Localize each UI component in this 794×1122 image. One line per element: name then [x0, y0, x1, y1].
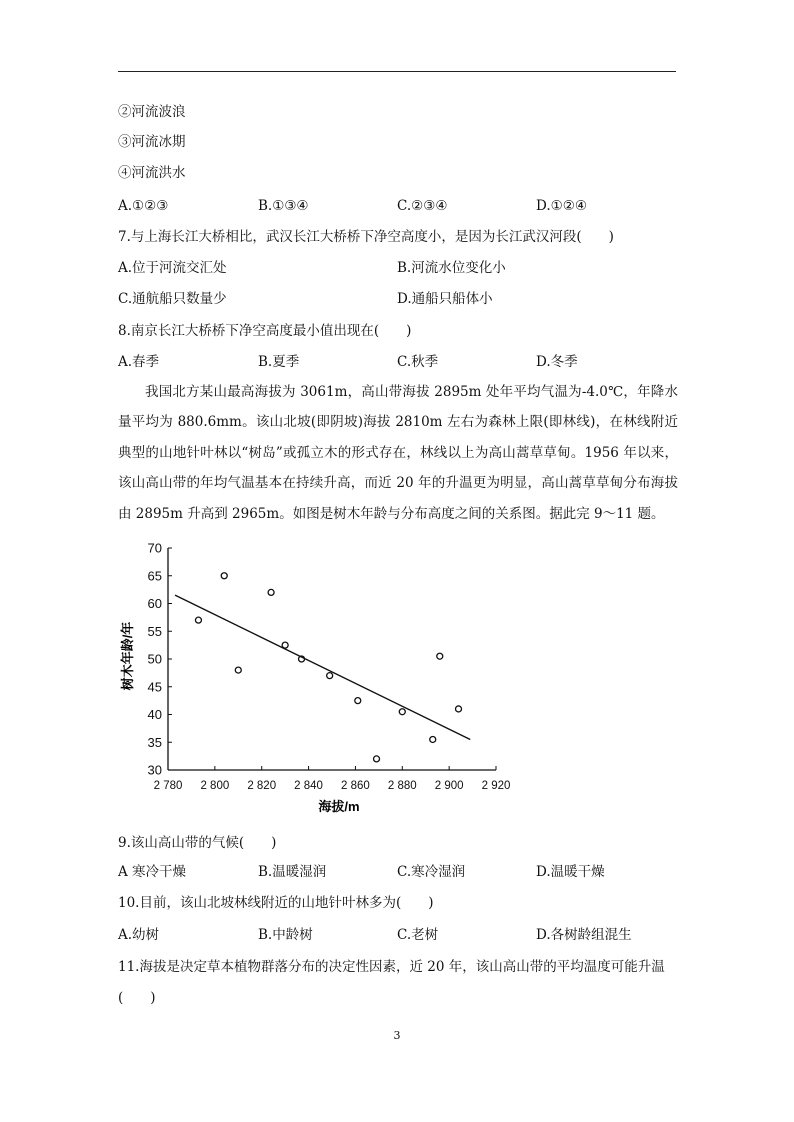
- y-tick-label: 50: [147, 651, 162, 667]
- option-line-4: ④河流洪水: [118, 165, 186, 181]
- q8-choice-d: D.冬季: [536, 354, 578, 370]
- q9-choice-a: A 寒冷干燥: [118, 864, 187, 880]
- y-tick-label: 55: [147, 623, 162, 639]
- scatter-point: [374, 756, 380, 762]
- q10-stem: 10.目前，该山北坡林线附近的山地针叶林多为( ): [118, 895, 434, 911]
- x-tick-label: 2 800: [200, 780, 230, 792]
- scatter-points: [195, 573, 461, 762]
- age-elevation-scatter-chart: [110, 538, 520, 820]
- q8-stem: 8.南京长江大桥桥下净空高度最小值出现在( ): [118, 323, 412, 339]
- q9-choice-d: D.温暖干燥: [536, 864, 605, 880]
- x-axis-label: 海拔/m: [318, 799, 360, 814]
- trendline-group: [175, 595, 470, 739]
- y-tick-label: 40: [147, 707, 162, 722]
- page-number: 3: [393, 1029, 401, 1042]
- x-tick-label: 2 920: [481, 780, 511, 792]
- q8-choice-b: B.夏季: [258, 354, 300, 370]
- q10-choice-a: A.幼树: [118, 927, 160, 943]
- x-tick-label: 2 820: [247, 780, 277, 792]
- q7-choice-b: B.河流水位变化小: [397, 260, 506, 276]
- q10-choice-c: C.老树: [397, 927, 439, 943]
- x-tick-label: 2 860: [341, 780, 370, 792]
- x-tick-label: 2 780: [153, 780, 183, 792]
- scatter-point: [355, 698, 361, 704]
- q7-stem: 7.与上海长江大桥相比，武汉长江大桥桥下净空高度小，是因为长江武汉河段( ): [118, 229, 614, 245]
- q10-choice-d: D.各树龄组混生: [536, 927, 632, 943]
- q9-choice-c: C.寒冷湿润: [397, 864, 466, 880]
- q9-stem: 9.该山高山带的气候( ): [118, 835, 277, 851]
- q7-choice-a: A.位于河流交汇处: [118, 260, 227, 276]
- y-tick-label: 30: [147, 762, 162, 778]
- q9-choice-b: B.温暖湿润: [258, 864, 327, 880]
- option-line-2: ②河流波浪: [118, 104, 186, 120]
- q6-choice-b: B.①③④: [258, 198, 309, 214]
- scatter-point: [221, 573, 227, 579]
- q10-choice-b: B.中龄树: [258, 927, 313, 943]
- chart-axes: [168, 548, 496, 770]
- q11-stem: 11.海拔是决定草本植物群落分布的决定性因素，近 20 年，该山高山带的平均温度可能升温: [118, 959, 665, 975]
- x-tick-label: 2 880: [387, 780, 417, 792]
- y-tick-label: 65: [147, 568, 162, 584]
- scatter-point: [235, 667, 241, 673]
- y-tick-label: 60: [147, 596, 162, 611]
- scatter-point: [437, 653, 443, 659]
- scatter-point: [195, 617, 201, 623]
- x-tick-label: 2 840: [294, 780, 323, 792]
- q7-choice-c: C.通航船只数量少: [118, 291, 227, 307]
- y-tick-label: 45: [147, 679, 162, 695]
- q6-choice-a: A.①②③: [118, 198, 169, 214]
- scatter-point: [456, 706, 462, 712]
- y-tick-label: 70: [147, 540, 162, 556]
- q6-choice-d: D.①②④: [536, 198, 587, 214]
- option-line-3: ③河流冰期: [118, 134, 186, 150]
- q7-choice-d: D.通船只船体小: [397, 291, 493, 307]
- scatter-point: [327, 673, 333, 679]
- reading-passage: 我国北方某山最高海拔为 3061m，高山带海拔 2895m 处年平均气温为-4.0℃，年降水量平均为 880.6mm。该山北坡(即阴坡)海拔 2810m 左右为森林上限(即林线)，在林线附近典型的山地针叶林以“树岛”或孤立木的形式存在，林线以上为高山蒿草草甸。1956 年以来，该山高山带的年均气温基本在持续升高，而近 20 年的升温更为明显，高山蒿草草甸分布海拔由 2895m 升高到 2965m。如图是树木年龄与分布高度之间的关系图。据此完 9～11 题。: [118, 384, 678, 522]
- y-tick-label: 35: [147, 734, 162, 750]
- q8-choice-a: A.春季: [118, 354, 160, 370]
- scatter-point: [282, 642, 288, 648]
- scatter-point: [430, 736, 436, 742]
- x-tick-label: 2 900: [434, 780, 464, 792]
- q11-answer-blank: ( ): [118, 990, 156, 1006]
- scatter-point: [399, 709, 405, 715]
- scatter-point: [268, 589, 274, 595]
- y-axis-ticks: [148, 541, 172, 778]
- trendline: [175, 595, 470, 739]
- y-axis-label: 树木年龄/年: [120, 621, 135, 691]
- q8-choice-c: C.秋季: [397, 354, 439, 370]
- q6-choice-c: C.②③④: [397, 198, 448, 214]
- header-rule: [118, 71, 676, 72]
